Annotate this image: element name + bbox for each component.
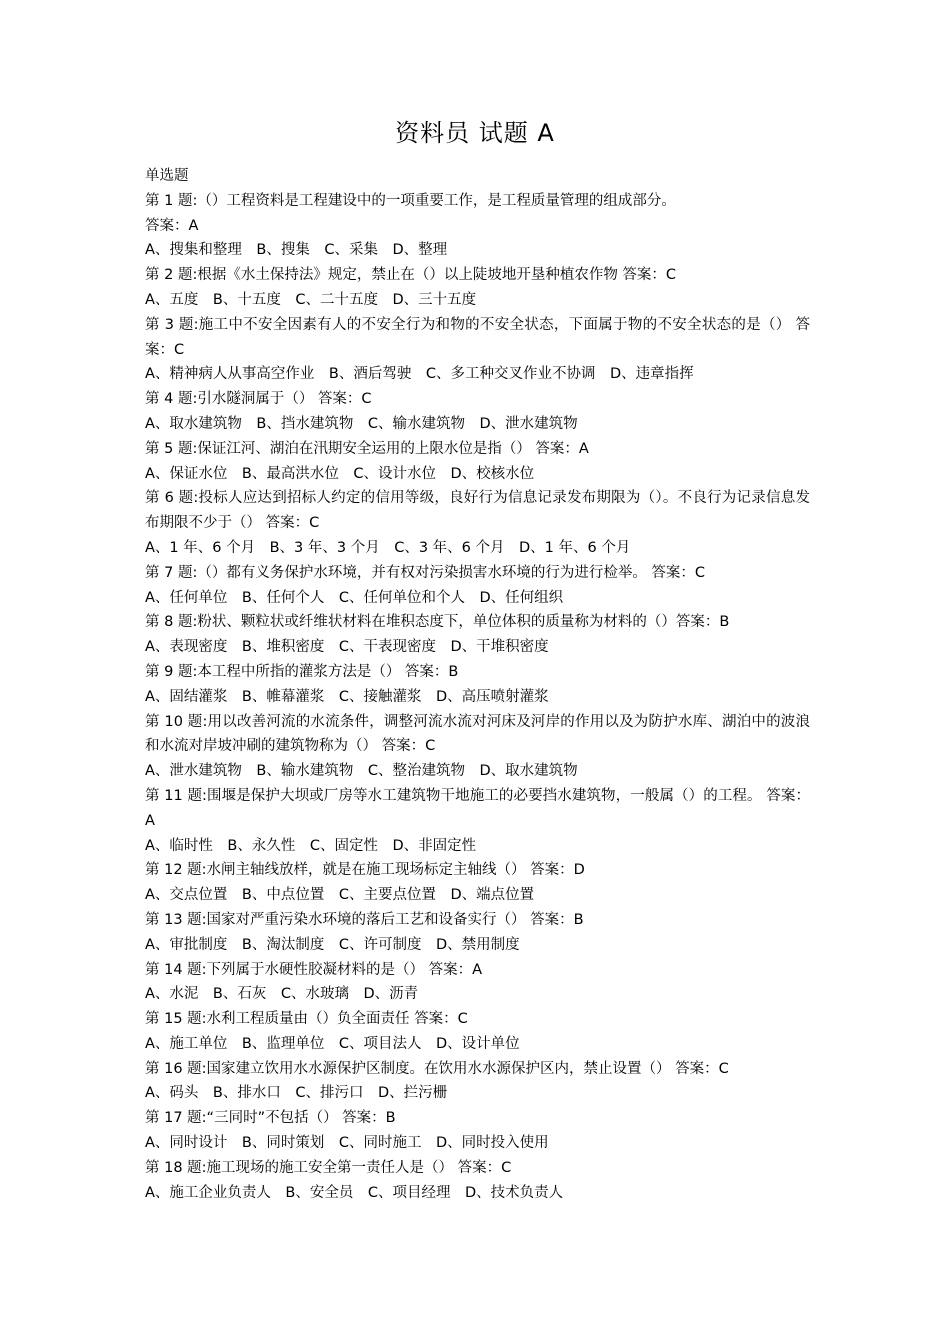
- question-options: A、施工企业负责人 B、安全员 C、项目经理 D、技术负责人: [145, 1184, 564, 1201]
- question-text: 第 8 题:粉状、颗粒状或纤维状材料在堆积态度下，单位体积的质量称为材料的（）答案：B: [145, 614, 730, 631]
- question-options: A、交点位置 B、中点位置 C、主要点位置 D、端点位置: [145, 887, 535, 904]
- question-options: A、水泥 B、石灰 C、水玻璃 D、沥青: [145, 986, 419, 1003]
- question-options: A、1 年、6 个月 B、3 年、3 个月 C、3 年、6 个月 D、1 年、6 个月: [145, 539, 631, 556]
- question-text: 第 15 题:水利工程质量由（）负全面责任 答案：C: [145, 1011, 468, 1028]
- question-text: 第 1 题:（）工程资料是工程建设中的一项重要工作，是工程质量管理的组成部分。: [145, 192, 676, 209]
- question-options: A、取水建筑物 B、挡水建筑物 C、输水建筑物 D、泄水建筑物: [145, 415, 578, 432]
- document-title: 资料员 试题 A: [395, 119, 555, 147]
- question-options: A、审批制度 B、淘汰制度 C、许可制度 D、禁用制度: [145, 936, 520, 953]
- question-text: 第 6 题:投标人应达到招标人约定的信用等级，良好行为信息记录发布期限为（）。不良行为记录信息发布期限不少于（） 答案：C: [145, 490, 810, 532]
- question-text: 第 13 题:国家对严重污染水环境的落后工艺和设备实行（） 答案：B: [145, 911, 584, 928]
- question-text: 第 16 题:国家建立饮用水水源保护区制度。在饮用水水源保护区内，禁止设置（） 答案：C: [145, 1060, 729, 1077]
- question-text: 第 10 题:用以改善河流的水流条件，调整河流水流对河床及河岸的作用以及为防护水库、湖泊中的波浪和水流对岸坡冲刷的建筑物称为（） 答案：C: [145, 713, 810, 755]
- question-options: A、五度 B、十五度 C、二十五度 D、三十五度: [145, 291, 477, 308]
- question-options: A、施工单位 B、监理单位 C、项目法人 D、设计单位: [145, 1035, 520, 1052]
- question-options: A、同时设计 B、同时策划 C、同时施工 D、同时投入使用: [145, 1135, 549, 1152]
- question-answer: 答案：A: [145, 217, 199, 234]
- question-options: A、搜集和整理 B、搜集 C、采集 D、整理: [145, 242, 448, 259]
- question-text: 第 12 题:水闸主轴线放样，就是在施工现场标定主轴线（） 答案：D: [145, 862, 585, 879]
- question-text: 第 4 题:引水隧洞属于（） 答案：C: [145, 391, 372, 408]
- question-options: A、临时性 B、永久性 C、固定性 D、非固定性: [145, 837, 477, 854]
- question-options: A、码头 B、排水口 C、排污口 D、拦污栅: [145, 1085, 448, 1102]
- question-options: A、固结灌浆 B、帷幕灌浆 C、接触灌浆 D、高压喷射灌浆: [145, 688, 549, 705]
- question-text: 第 7 题:（）都有义务保护水环境，并有权对污染损害水环境的行为进行检举。 答案：C: [145, 564, 706, 581]
- question-text: 第 11 题:围堰是保护大坝或厂房等水工建筑物干地施工的必要挡水建筑物，一般属（）的工程。 答案：A: [145, 787, 810, 829]
- question-options: A、保证水位 B、最高洪水位 C、设计水位 D、校核水位: [145, 465, 535, 482]
- question-text: 第 3 题:施工中不安全因素有人的不安全行为和物的不安全状态，下面属于物的不安全状态的是（） 答案：C: [145, 316, 810, 358]
- question-list: [145, 164, 810, 1205]
- question-text: 第 2 题:根据《水土保持法》规定，禁止在（）以上陡坡地开垦种植农作物 答案：C: [145, 267, 677, 284]
- question-options: A、泄水建筑物 B、输水建筑物 C、整治建筑物 D、取水建筑物: [145, 763, 578, 780]
- section-heading: 单选题: [145, 168, 189, 184]
- question-text: 第 9 题:本工程中所指的灌浆方法是（） 答案：B: [145, 663, 459, 680]
- question-text: 第 5 题:保证江河、湖泊在汛期安全运用的上限水位是指（） 答案：A: [145, 440, 589, 457]
- question-text: 第 14 题:下列属于水硬性胶凝材料的是（） 答案：A: [145, 961, 483, 978]
- question-options: A、任何单位 B、任何个人 C、任何单位和个人 D、任何组织: [145, 589, 564, 606]
- question-text: 第 18 题:施工现场的施工安全第一责任人是（） 答案：C: [145, 1159, 512, 1176]
- question-options: A、精神病人从事高空作业 B、酒后驾驶 C、多工种交叉作业不协调 D、违章指挥: [145, 366, 694, 383]
- question-options: A、表现密度 B、堆积密度 C、干表现密度 D、干堆积密度: [145, 639, 549, 656]
- question-text: 第 17 题:“三同时”不包括（） 答案：B: [145, 1110, 396, 1127]
